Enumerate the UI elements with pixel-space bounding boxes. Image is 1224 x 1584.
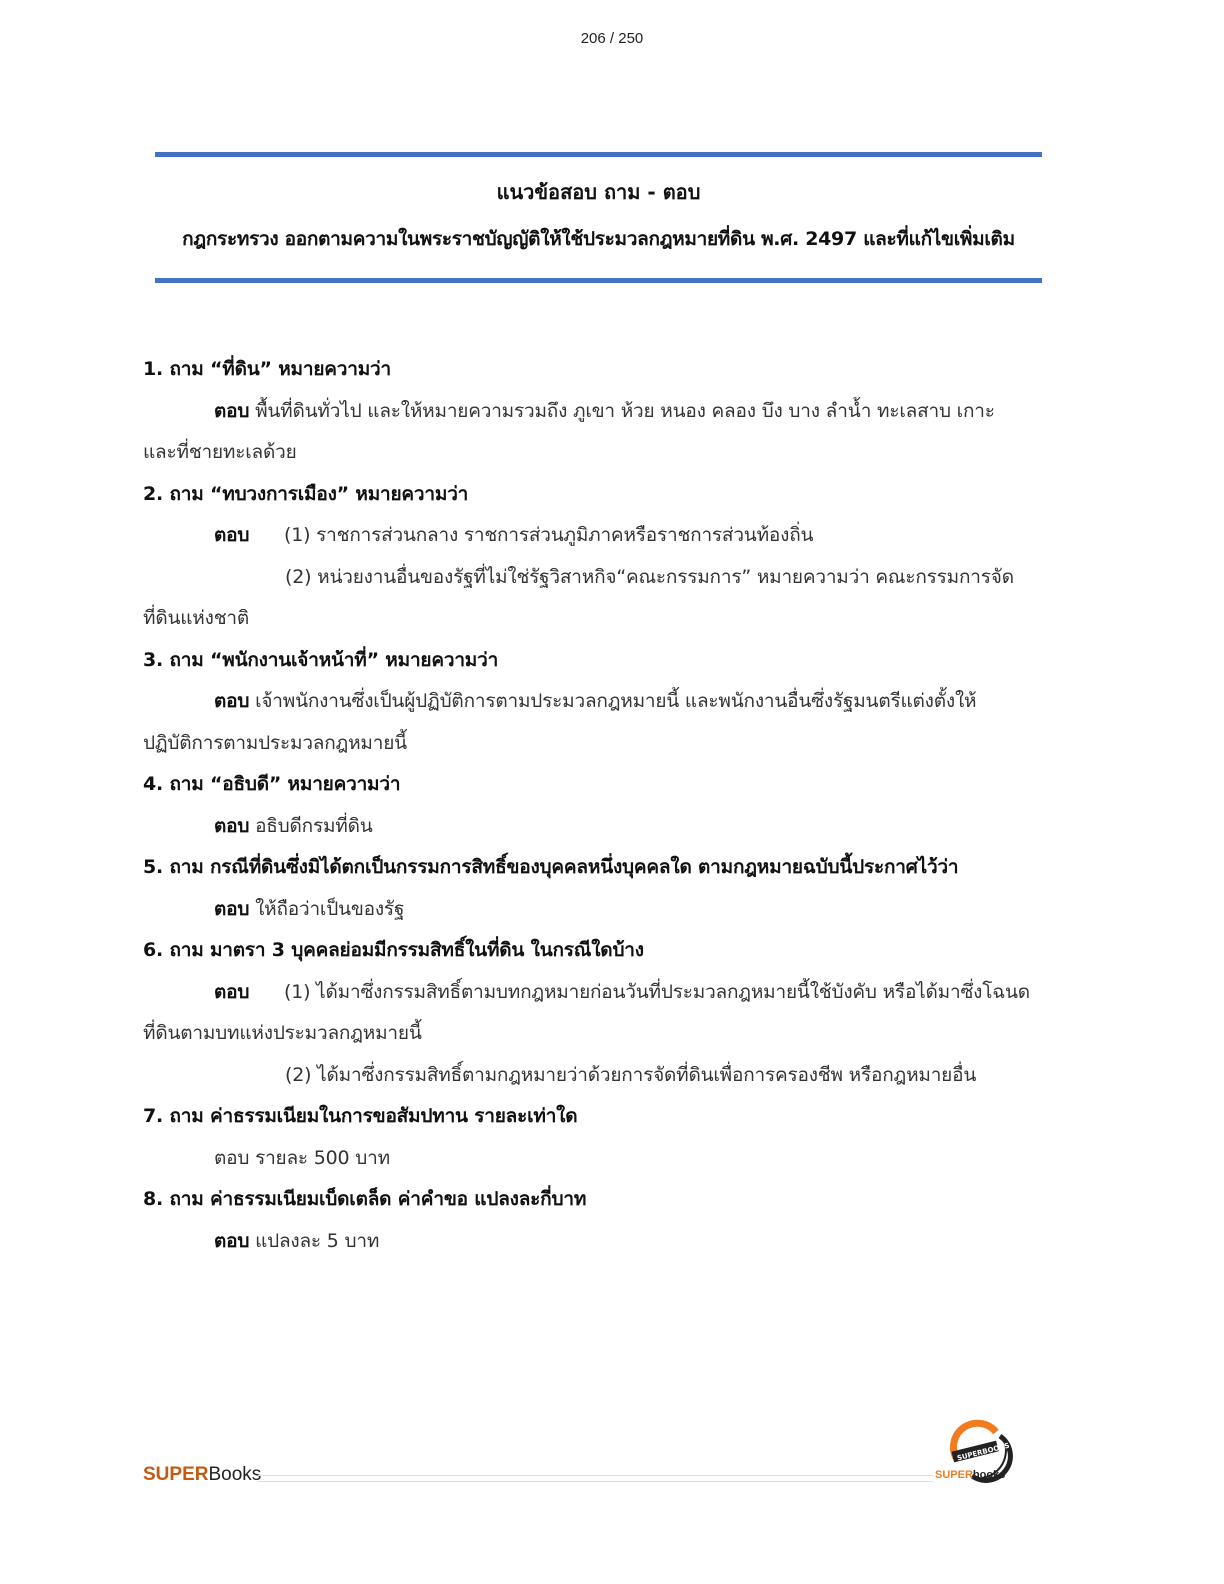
answer-2-item-2: (2) หน่วยงานอื่นของรัฐที่ไม่ใช่รัฐวิสาหกิจ“คณะกรรมการ” หมายความว่า คณะกรรมการจัด — [285, 565, 1014, 588]
answer-6-cont: ที่ดินตามบทแห่งประมวลกฎหมายนี้ — [143, 1022, 422, 1044]
answer-label: ตอบ — [214, 399, 250, 422]
footer-divider — [258, 1475, 933, 1482]
answer-label: ตอบ — [214, 1229, 250, 1252]
answer-4: ตอบ อธิบดีกรมที่ดิน — [214, 814, 373, 837]
answer-3: ตอบ เจ้าพนักงานซึ่งเป็นผู้ปฏิบัติการตามประมวลกฎหมายนี้ และพนักงานอื่นซึ่งรัฐมนตรีแต่งตั้งให้ — [214, 690, 977, 712]
answer-2: ตอบ (1) ราชการส่วนกลาง ราชการส่วนภูมิภาคหรือราชการส่วนท้องถิ่น — [143, 516, 1053, 558]
question-7: 7. ถาม ค่าธรรมเนียมในการขอสัมปทาน รายละเท่าใด — [143, 1105, 578, 1127]
header-rule-top — [155, 152, 1042, 157]
answer-7: ตอบ รายละ 500 บาท — [214, 1146, 390, 1169]
answer-label: ตอบ — [214, 814, 250, 837]
svg-text:SUPERBOOKS: SUPERBOOKS — [956, 1441, 1011, 1463]
answer-1-cont: และที่ชายทะเลด้วย — [143, 441, 297, 463]
header-rule-bottom — [155, 278, 1042, 283]
question-1: 1. ถาม “ที่ดิน” หมายความว่า — [143, 358, 391, 380]
document-title: แนวข้อสอบ ถาม - ตอบ — [496, 180, 701, 204]
answer-label: ตอบ — [214, 897, 250, 920]
answer-label: ตอบ — [214, 980, 250, 1003]
answer-label: ตอบ — [214, 1146, 250, 1169]
question-4: 4. ถาม “อธิบดี” หมายความว่า — [143, 773, 401, 795]
answer-3-cont: ปฏิบัติการตามประมวลกฎหมายนี้ — [143, 731, 407, 754]
answer-5: ตอบ ให้ถือว่าเป็นของรัฐ — [214, 897, 405, 920]
page-indicator: 206 / 250 — [580, 30, 644, 47]
answer-1: ตอบ พื้นที่ดินทั่วไป และให้หมายความรวมถึง ภูเขา ห้วย หนอง คลอง บึง บาง ลำน้ำ ทะเลสาบ เกาะ — [214, 399, 995, 422]
answer-2-cont: ที่ดินแห่งชาติ — [143, 607, 250, 629]
question-2: 2. ถาม “ทบวงการเมือง” หมายความว่า — [143, 482, 469, 505]
logo-wordmark: SUPERbooks — [935, 1469, 1006, 1481]
question-8: 8. ถาม ค่าธรรมเนียมเบ็ดเตล็ด ค่าคำขอ แปลงละกี่บาท — [143, 1188, 587, 1210]
footer-brand: SUPERBooks — [143, 1464, 262, 1485]
answer-6-item-2: (2) ได้มาซึ่งกรรมสิทธิ์ตามกฎหมายว่าด้วยการจัดที่ดินเพื่อการครองชีพ หรือกฎหมายอื่น — [285, 1063, 977, 1086]
qa-list — [143, 350, 1053, 1263]
question-5: 5. ถาม กรณีที่ดินซึ่งมิได้ตกเป็นกรรมการสิทธิ์ของบุคคลหนึ่งบุคคลใด ตามกฎหมายฉบับนี้ประกาศไว้ว่า — [143, 856, 959, 878]
answer-label: ตอบ — [214, 690, 250, 712]
answer-8: ตอบ แปลงละ 5 บาท — [214, 1229, 380, 1252]
question-3: 3. ถาม “พนักงานเจ้าหน้าที่” หมายความว่า — [143, 648, 499, 671]
answer-label: ตอบ — [214, 524, 250, 546]
document-subtitle: กฎกระทรวง ออกตามความในพระราชบัญญัติให้ใช้ประมวลกฎหมายที่ดิน พ.ศ. 2497 และที่แก้ไขเพิ่มเติม — [182, 228, 1015, 250]
question-6: 6. ถาม มาตรา 3 บุคคลย่อมมีกรรมสิทธิ์ในที่ดิน ในกรณีใดบ้าง — [143, 939, 644, 961]
answer-6: ตอบ (1) ได้มาซึ่งกรรมสิทธิ์ตามบทกฎหมายก่อนวันที่ประมวลกฎหมายนี้ใช้บังคับ หรือได้มาซึ่งโฉนด — [143, 973, 1053, 1015]
